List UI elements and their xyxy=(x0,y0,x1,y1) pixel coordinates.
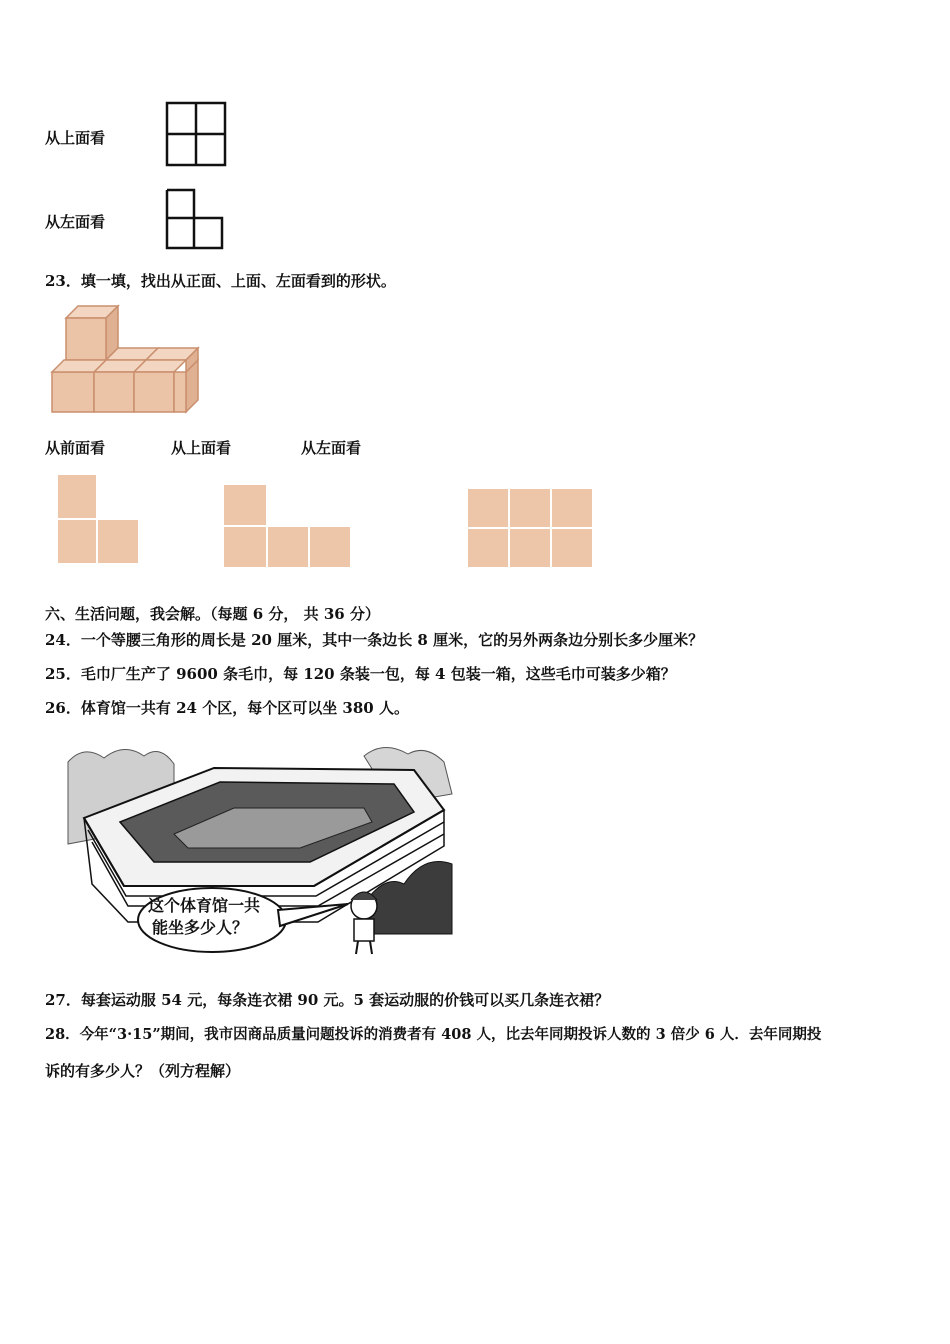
stadium-illustration xyxy=(64,734,456,982)
speech-bubble-line2: 能坐多少人？ xyxy=(152,918,249,937)
q24-text: 24．一个等腰三角形的周长是 20 厘米，其中一条边长 8 厘米，它的另外两条边分别长多少厘米？ xyxy=(45,631,704,649)
left-view-shape xyxy=(465,486,595,570)
q28-line1: 28．今年“3·15”期间，我市因商品质量问题投诉的消费者有 408 人，比去年同期投诉人数的 3 倍少 6 人．去年同期投 xyxy=(45,1026,822,1043)
q28-line2: 诉的有多少人？（列方程解） xyxy=(45,1062,241,1080)
view-left-label: 从左面看 xyxy=(45,213,106,231)
front-view-shape xyxy=(55,472,145,568)
section6-heading: 六、生活问题，我会解。（每题 6 分， 共 36 分） xyxy=(45,605,380,623)
left-view-figure xyxy=(163,186,227,252)
speech-bubble-line1: 这个体育馆一共 xyxy=(148,896,261,915)
top-view-figure xyxy=(163,100,229,168)
label-top: 从上面看 xyxy=(171,439,232,457)
label-left: 从左面看 xyxy=(301,439,362,457)
q27-text: 27．每套运动服 54 元，每条连衣裙 90 元。5 套运动服的价钱可以买几条连衣裙？ xyxy=(45,991,610,1009)
cube-stack-figure xyxy=(48,300,208,418)
q25-text: 25．毛巾厂生产了 9600 条毛巾，每 120 条装一包，每 4 包装一箱，这些毛巾可装多少箱？ xyxy=(45,665,676,683)
q23-text: 23．填一填，找出从正面、上面、左面看到的形状。 xyxy=(45,272,396,290)
top-view-shape xyxy=(221,482,353,570)
view-top-label: 从上面看 xyxy=(45,129,106,147)
label-front: 从前面看 xyxy=(45,439,106,457)
q26-text: 26．体育馆一共有 24 个区，每个区可以坐 380 人。 xyxy=(45,699,409,717)
